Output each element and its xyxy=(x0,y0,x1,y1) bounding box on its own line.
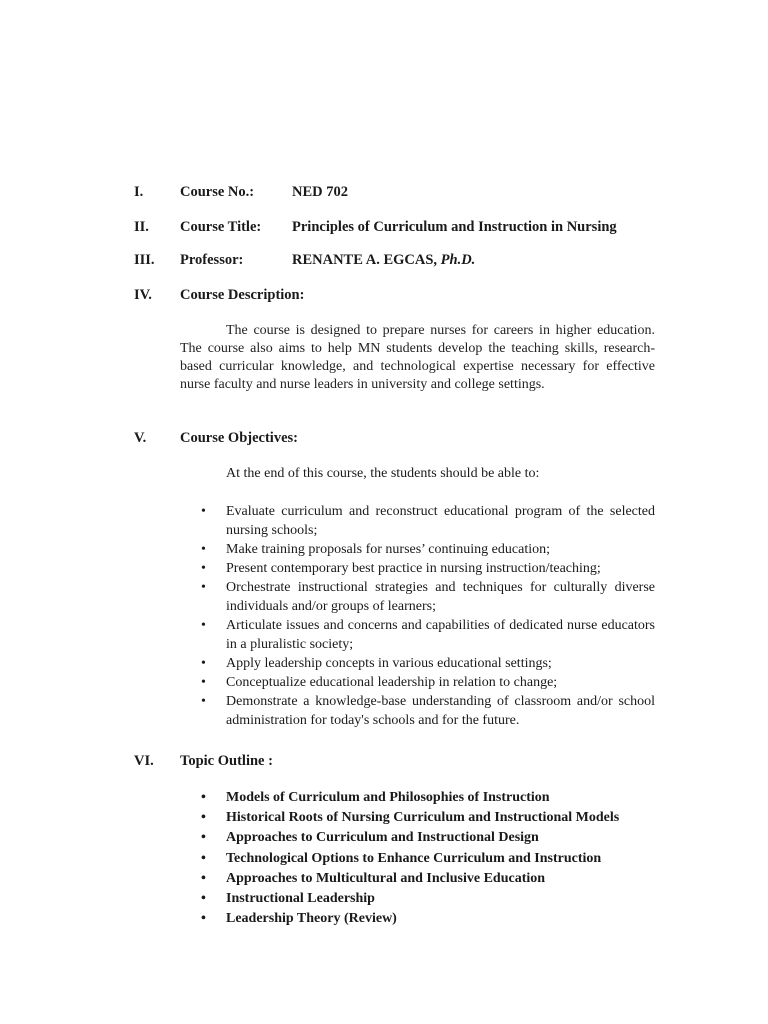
list-item xyxy=(180,849,655,869)
section-numeral: I. xyxy=(134,184,144,200)
list-item xyxy=(180,559,655,578)
list-item-text: Instructional Leadership xyxy=(226,891,375,907)
list-item xyxy=(180,869,655,889)
section-numeral: VI. xyxy=(134,753,154,769)
professor-name: RENANTE A. EGCAS xyxy=(292,252,434,268)
list-item xyxy=(180,673,655,692)
list-item-text: Models of Curriculum and Philosophies of Instruction xyxy=(226,790,550,805)
bullet-icon: • xyxy=(201,542,206,557)
list-item xyxy=(180,808,655,828)
list-item xyxy=(180,692,655,730)
list-item-text: Make training proposals for nurses’ continuing education; xyxy=(226,542,550,557)
professor-separator: , xyxy=(433,252,441,268)
list-item xyxy=(180,788,655,808)
list-item-text: Approaches to Curriculum and Instructional Design xyxy=(226,830,539,846)
section-label: Course Objectives: xyxy=(180,430,298,446)
bullet-icon: • xyxy=(201,790,206,805)
bullet-icon: • xyxy=(201,618,206,633)
professor-name-line xyxy=(292,251,475,269)
section-numeral: II. xyxy=(134,219,149,235)
list-item xyxy=(180,502,655,540)
course-number: NED 702 xyxy=(292,184,348,200)
section-numeral: V. xyxy=(134,430,147,446)
bullet-icon: • xyxy=(201,891,206,907)
list-item xyxy=(180,616,655,654)
bullet-icon: • xyxy=(201,561,206,576)
bullet-icon: • xyxy=(201,504,206,519)
bullet-icon: • xyxy=(201,694,206,709)
list-item xyxy=(180,909,655,929)
section-numeral: III. xyxy=(134,252,155,268)
bullet-icon: • xyxy=(201,675,206,690)
list-item-text: Leadership Theory (Review) xyxy=(226,911,397,927)
list-item-text: Present contemporary best practice in nursing instruction/teaching; xyxy=(226,561,601,576)
course-description-text: The course is designed to prepare nurses for careers in higher education. The course also aims to help MN students develop the teaching skills, research-based curricular knowledge, and technological expertise necessary for effective nurse faculty and nurse leaders in university and college settings. xyxy=(180,323,655,392)
course-title: Principles of Curriculum and Instruction in Nursing xyxy=(292,219,617,235)
objectives-list xyxy=(180,502,655,730)
bullet-icon: • xyxy=(201,810,206,826)
topic-outline-list xyxy=(180,788,655,929)
list-item-text: Evaluate curriculum and reconstruct educational program of the selected nursing schools; xyxy=(226,504,655,538)
list-item-text: Apply leadership concepts in various educational settings; xyxy=(226,656,552,671)
objectives-intro: At the end of this course, the students should be able to: xyxy=(226,466,540,481)
list-item-text: Demonstrate a knowledge-base understanding of classroom and/or school administration for today's schools and for the future. xyxy=(226,694,655,728)
bullet-icon: • xyxy=(201,656,206,671)
list-item xyxy=(180,578,655,616)
section-numeral: IV. xyxy=(134,287,152,303)
list-item-text: Technological Options to Enhance Curriculum and Instruction xyxy=(226,850,602,866)
bullet-icon: • xyxy=(201,580,206,595)
bullet-icon: • xyxy=(201,870,206,886)
list-item xyxy=(180,889,655,909)
list-item-text: Approaches to Multicultural and Inclusive Education xyxy=(226,870,546,886)
list-item-text: Orchestrate instructional strategies and techniques for culturally diverse individuals and/or groups of learners; xyxy=(226,580,655,614)
section-label: Professor: xyxy=(180,252,244,268)
list-item-text: Articulate issues and concerns and capabilities of dedicated nurse educators in a pluralistic society; xyxy=(226,618,655,652)
bullet-icon: • xyxy=(201,830,206,846)
section-label: Course Description: xyxy=(180,287,305,303)
professor-degree: Ph.D. xyxy=(440,252,476,268)
bullet-icon: • xyxy=(201,850,206,866)
list-item xyxy=(180,540,655,559)
list-item xyxy=(180,654,655,673)
list-item-text: Conceptualize educational leadership in relation to change; xyxy=(226,675,558,690)
section-label: Course Title: xyxy=(180,219,262,235)
section-label: Topic Outline : xyxy=(180,753,273,769)
bullet-icon: • xyxy=(201,911,206,927)
list-item-text: Historical Roots of Nursing Curriculum and Instructional Models xyxy=(226,810,620,826)
list-item xyxy=(180,828,655,848)
section-label: Course No.: xyxy=(180,184,255,200)
